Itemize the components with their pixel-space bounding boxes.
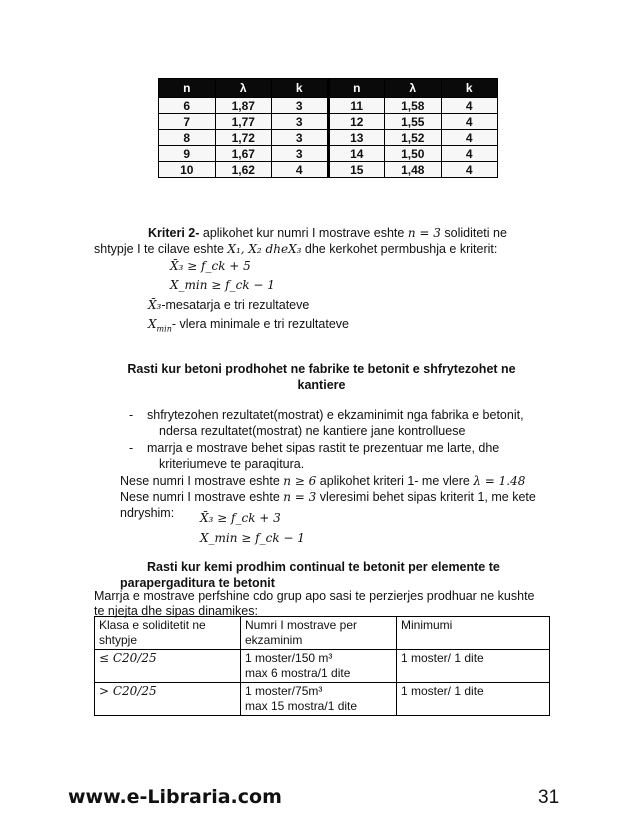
- section2-paragraph-line2: te njejta dhe sipas dinamikes:: [94, 604, 258, 618]
- column-header: Numri I mostrave per ekzaminim: [241, 617, 397, 650]
- column-header: k: [441, 79, 498, 98]
- table-cell: 1,50: [385, 146, 442, 162]
- table-row: [159, 98, 498, 114]
- bullet2-line1: marrja e mostrave behet sipas rastit te prezentuar me larte, dhe: [147, 441, 500, 455]
- footer-url[interactable]: www.e-Libraria.com: [68, 786, 282, 808]
- table-cell: 3: [272, 114, 329, 130]
- section1-line3: [120, 473, 560, 489]
- table-cell: 4: [441, 114, 498, 130]
- definition-mean: X̄₃-mesatarja e tri rezultateve: [148, 298, 310, 312]
- column-header: k: [272, 79, 329, 98]
- table-cell: 1,58: [385, 98, 442, 114]
- table-cell: 8: [159, 130, 216, 146]
- page-number: 31: [538, 787, 560, 808]
- n-equals-3: n = 3: [283, 490, 317, 504]
- bullet1-line2: ndersa rezultatet(mostrat) ne kantiere jane kontrolluese: [159, 424, 466, 438]
- table-cell: [241, 683, 397, 716]
- table-cell: [241, 650, 397, 683]
- formula-mean-plus-5: X̄₃ ≥ f_ck + 5: [170, 259, 251, 273]
- sample-variables: X₁, X₂ dheX₃: [227, 242, 302, 256]
- table-cell: 10: [159, 162, 216, 178]
- table-cell: 7: [159, 114, 216, 130]
- section2-paragraph-line1: Marrja e mostrave perfshine cdo grup apo sasi te perzierjes prodhuar ne kushte: [94, 589, 535, 603]
- kriteri2-line2-text: shtypje I te cilave eshte: [94, 242, 228, 256]
- column-header: λ: [215, 79, 272, 98]
- table-cell: 11: [328, 98, 385, 114]
- table-row: [159, 146, 498, 162]
- section2-heading-line2: parapergaditura te betonit: [120, 576, 275, 590]
- kriteri2-line1: [148, 225, 548, 241]
- bullet-dash: -: [129, 408, 134, 422]
- sampling-table: [94, 616, 550, 716]
- table-row: [159, 130, 498, 146]
- table-header-row: [95, 617, 550, 650]
- table-cell: 1,62: [215, 162, 272, 178]
- definition-min-text: - vlera minimale e tri rezultateve: [171, 317, 349, 331]
- table-cell: 1,52: [385, 130, 442, 146]
- column-header: λ: [385, 79, 442, 98]
- section1-line3-text: Nese numri I mostrave eshte: [120, 474, 284, 488]
- section1-line4: [120, 489, 560, 505]
- section1-line3-text-b: aplikohet kriteri 1- me vlere: [316, 474, 474, 488]
- table-cell: 13: [328, 130, 385, 146]
- table-cell: 1,77: [215, 114, 272, 130]
- table-cell: 6: [159, 98, 216, 114]
- table-cell: 4: [441, 98, 498, 114]
- table-cell: 3: [272, 130, 329, 146]
- table-cell-line: max 6 mostra/1 dite: [245, 666, 351, 680]
- column-header: Klasa e soliditetit ne shtypje: [95, 617, 241, 650]
- bullet1-line1: shfrytezohen rezultatet(mostrat) e ekzaminimit nga fabrika e betonit,: [147, 408, 524, 422]
- section1-line5: ndryshim:: [120, 506, 175, 520]
- formula-min-minus-1: X_min ≥ f_ck − 1: [170, 278, 275, 292]
- n-geq-6: n ≥ 6: [283, 474, 317, 488]
- column-header: n: [159, 79, 216, 98]
- table-row: [95, 683, 550, 716]
- n-equals-3: n = 3: [407, 226, 441, 240]
- table-cell: 15: [328, 162, 385, 178]
- table-cell: 1,55: [385, 114, 442, 130]
- table-cell: 14: [328, 146, 385, 162]
- kriteri2-label: Kriteri 2-: [148, 226, 200, 240]
- lambda-value: λ = 1.48: [473, 474, 526, 488]
- formula-mean-plus-3: X̄₃ ≥ f_ck + 3: [200, 511, 281, 525]
- kriteri2-text: aplikohet kur numri I mostrave eshte: [199, 226, 408, 240]
- table-cell-line: max 15 mostra/1 dite: [245, 699, 358, 713]
- table-row: [159, 162, 498, 178]
- section1-line4-text: Nese numri I mostrave eshte: [120, 490, 284, 504]
- definition-mean-text: -mesatarja e tri rezultateve: [161, 298, 310, 312]
- table-cell: 4: [272, 162, 329, 178]
- table-cell: 1 moster/ 1 dite: [397, 683, 550, 716]
- lambda-k-table: [158, 78, 498, 178]
- table-cell: 3: [272, 98, 329, 114]
- table-cell: 4: [441, 146, 498, 162]
- kriteri2-line2: [94, 241, 554, 257]
- section1-line4-text-b: vleresimi behet sipas kriterit 1, me kete: [316, 490, 536, 504]
- table-cell-line: 1 moster/150 m³: [245, 651, 333, 665]
- table-cell: ≤ C20/25: [95, 650, 241, 683]
- table-cell: 9: [159, 146, 216, 162]
- table-cell: 3: [272, 146, 329, 162]
- bullet-dash: -: [129, 441, 134, 455]
- section1-heading-line1: Rasti kur betoni prodhohet ne fabrike te betonit e shfrytezohet ne: [127, 362, 516, 376]
- table-cell: > C20/25: [95, 683, 241, 716]
- bullet2-line2: kriteriumeve te paraqitura.: [159, 457, 305, 471]
- table-row: [159, 114, 498, 130]
- table-cell: 4: [441, 130, 498, 146]
- formula-min-minus-1: X_min ≥ f_ck − 1: [200, 531, 305, 545]
- column-header: Minimumi: [397, 617, 550, 650]
- table-cell: 1,67: [215, 146, 272, 162]
- table-row: [95, 650, 550, 683]
- section1-heading-line2: kantiere: [297, 378, 346, 392]
- table-header-row: [159, 79, 498, 98]
- table-cell: 1,48: [385, 162, 442, 178]
- kriteri2-line2-text-b: dhe kerkohet permbushja e kriterit:: [301, 242, 498, 256]
- table-cell-line: 1 moster/75m³: [245, 684, 323, 698]
- table-cell: 12: [328, 114, 385, 130]
- table-cell: 1 moster/ 1 dite: [397, 650, 550, 683]
- table-cell: 1,72: [215, 130, 272, 146]
- table-cell: 4: [441, 162, 498, 178]
- kriteri2-text-b: soliditeti ne: [440, 226, 507, 240]
- table-cell: 1,87: [215, 98, 272, 114]
- definition-min: $X_{min}-$ vlera minimale e tri rezultateve: [148, 317, 349, 334]
- section2-heading-line1: Rasti kur kemi prodhim continual te betonit per elemente te: [147, 560, 500, 574]
- column-header: n: [328, 79, 385, 98]
